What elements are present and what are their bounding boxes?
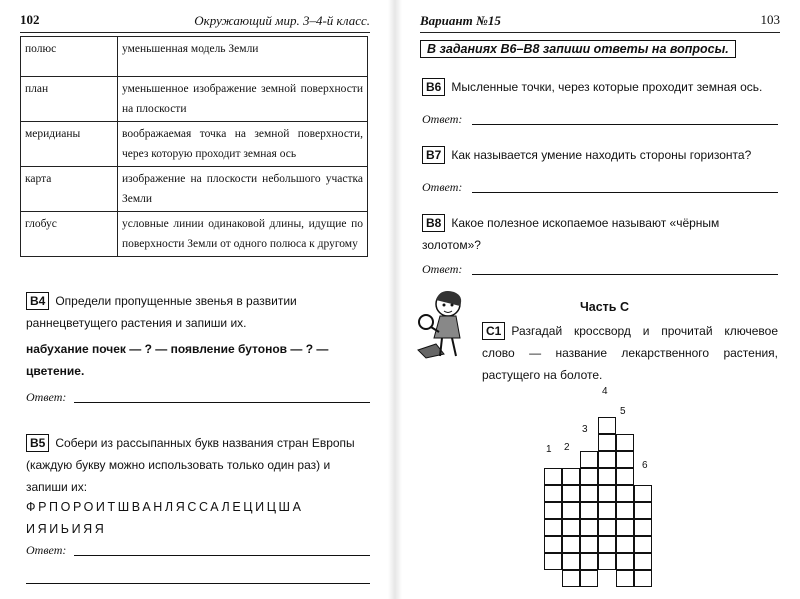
- table-row: [21, 122, 368, 167]
- answer-label-b8: Ответ:: [422, 262, 463, 276]
- crossword-cell[interactable]: [598, 468, 616, 485]
- right-page: [400, 0, 800, 599]
- answer-line-b5[interactable]: [74, 555, 370, 556]
- crossword-cell[interactable]: [580, 451, 598, 468]
- task-b6-question: Мысленные точки, через которые проходит земная ось.: [451, 80, 763, 94]
- term-cell: полюс: [21, 37, 118, 77]
- crossword-cell[interactable]: [616, 451, 634, 468]
- definition-cell: изображение на плоскости небольшого участка Земли: [118, 167, 368, 212]
- letters-line-2: ИЯИЬИЯЯ: [26, 522, 107, 536]
- crossword-cell[interactable]: [544, 536, 562, 553]
- page-number-right: 103: [760, 12, 780, 27]
- task-label-b4: B4: [26, 292, 49, 310]
- crossword-number: 4: [602, 386, 608, 397]
- crossword-cell[interactable]: [634, 553, 652, 570]
- task-b6: [422, 76, 778, 98]
- crossword-cell[interactable]: [562, 468, 580, 485]
- crossword-cell[interactable]: [580, 570, 598, 587]
- crossword-cell[interactable]: [616, 485, 634, 502]
- definition-cell: условные линии одинаковой длины, идущие по поверхности Земли от одного полюса к другому: [118, 212, 368, 257]
- answer-line-b8[interactable]: [472, 274, 778, 275]
- task-b5: [26, 432, 370, 498]
- child-illustration: [414, 288, 474, 360]
- crossword-cell[interactable]: [616, 434, 634, 451]
- table-row: [21, 77, 368, 122]
- task-b5-question: Собери из рассыпанных букв названия стран Европы (каждую букву можно использовать только один раз) и запиши их:: [26, 436, 355, 494]
- crossword-cell[interactable]: [544, 485, 562, 502]
- crossword-cell[interactable]: [562, 485, 580, 502]
- crossword-cell[interactable]: [544, 519, 562, 536]
- terms-table: [20, 36, 368, 257]
- crossword-cell[interactable]: [598, 451, 616, 468]
- crossword-cell[interactable]: [580, 485, 598, 502]
- header-rule-right: [420, 32, 780, 33]
- instruction-box: В заданиях В6–В8 запиши ответы на вопросы.: [420, 40, 736, 58]
- answer-label-b5: Ответ:: [26, 543, 67, 557]
- crossword-cell[interactable]: [598, 434, 616, 451]
- crossword-number: 6: [642, 460, 648, 471]
- task-b4: [26, 290, 370, 334]
- table-row: [21, 37, 368, 77]
- crossword-cell[interactable]: [616, 502, 634, 519]
- task-c1-question: Разгадай кроссворд и прочитай ключевое слово — название лекарственного растения, растущего на болоте.: [482, 324, 778, 382]
- left-page: [0, 0, 390, 599]
- definition-cell: уменьшенное изображение земной поверхности на плоскости: [118, 77, 368, 122]
- crossword-number: 1: [546, 444, 552, 455]
- crossword-cell[interactable]: [616, 468, 634, 485]
- crossword-cell[interactable]: [598, 553, 616, 570]
- crossword-cell[interactable]: [544, 468, 562, 485]
- crossword-cell[interactable]: [598, 485, 616, 502]
- task-b7: [422, 144, 778, 166]
- crossword-cell[interactable]: [580, 536, 598, 553]
- crossword-cell[interactable]: [580, 502, 598, 519]
- crossword-cell[interactable]: [598, 536, 616, 553]
- answer-label-b7: Ответ:: [422, 180, 463, 194]
- answer-line-b5-extra[interactable]: [26, 583, 370, 584]
- task-label-b7: B7: [422, 146, 445, 164]
- crossword-cell[interactable]: [634, 536, 652, 553]
- crossword-cell[interactable]: [634, 570, 652, 587]
- term-cell: меридианы: [21, 122, 118, 167]
- crossword-cell[interactable]: [598, 502, 616, 519]
- crossword-cell[interactable]: [562, 553, 580, 570]
- crossword-cell[interactable]: [634, 485, 652, 502]
- term-cell: глобус: [21, 212, 118, 257]
- header-rule-left: [20, 32, 370, 33]
- task-label-c1: C1: [482, 322, 505, 340]
- answer-line-b6[interactable]: [472, 124, 778, 125]
- task-label-b6: B6: [422, 78, 445, 96]
- crossword-cell[interactable]: [616, 519, 634, 536]
- task-b7-question: Как называется умение находить стороны горизонта?: [451, 148, 752, 162]
- crossword-cell[interactable]: [634, 502, 652, 519]
- running-title: Окружающий мир. 3–4-й класс.: [194, 13, 370, 28]
- variant-title: Вариант №15: [420, 13, 501, 28]
- crossword-number: 3: [582, 424, 588, 435]
- task-label-b5: B5: [26, 434, 49, 452]
- part-c-title: Часть С: [580, 300, 629, 314]
- table-row: [21, 212, 368, 257]
- crossword-cell[interactable]: [634, 519, 652, 536]
- task-label-b8: B8: [422, 214, 445, 232]
- crossword-cell[interactable]: [562, 536, 580, 553]
- crossword: [540, 386, 670, 586]
- crossword-cell[interactable]: [616, 570, 634, 587]
- term-cell: план: [21, 77, 118, 122]
- task-b4-question: Определи пропущенные звенья в развитии раннецветущего растения и запиши их.: [26, 294, 297, 330]
- crossword-cell[interactable]: [544, 553, 562, 570]
- crossword-cell[interactable]: [544, 502, 562, 519]
- crossword-cell[interactable]: [580, 468, 598, 485]
- task-b8-question: Какое полезное ископаемое называют «чёрным золотом»?: [422, 216, 720, 252]
- crossword-number: 5: [620, 406, 626, 417]
- crossword-cell[interactable]: [580, 519, 598, 536]
- definition-cell: воображаемая точка на земной поверхности, через которую проходит земная ось: [118, 122, 368, 167]
- answer-label-b6: Ответ:: [422, 112, 463, 126]
- answer-line-b7[interactable]: [472, 192, 778, 193]
- task-b4-sequence: набухание почек — ? — появление бутонов — ? — цветение.: [26, 342, 329, 378]
- answer-label-b4: Ответ:: [26, 390, 67, 404]
- table-row: [21, 167, 368, 212]
- crossword-cell[interactable]: [598, 417, 616, 434]
- crossword-cell[interactable]: [562, 570, 580, 587]
- crossword-number: 2: [564, 442, 570, 453]
- task-b8: [422, 212, 778, 256]
- answer-line-b4[interactable]: [74, 402, 370, 403]
- crossword-cell[interactable]: [598, 519, 616, 536]
- crossword-cell[interactable]: [562, 502, 580, 519]
- crossword-cell[interactable]: [562, 519, 580, 536]
- crossword-cell[interactable]: [616, 536, 634, 553]
- definition-cell: уменьшенная модель Земли: [118, 37, 368, 77]
- letters-line-1: ФРПОРОИТШВАНЛЯССАЛЕЦИЦША: [26, 500, 304, 514]
- task-c1: [482, 320, 778, 386]
- crossword-cell[interactable]: [616, 553, 634, 570]
- term-cell: карта: [21, 167, 118, 212]
- crossword-cell[interactable]: [580, 553, 598, 570]
- page-number-left: 102: [20, 12, 40, 27]
